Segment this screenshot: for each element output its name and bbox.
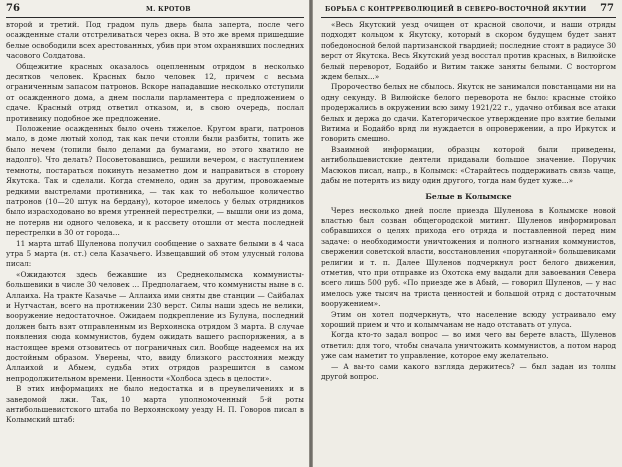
- right-paragraph: Когда кто-то задал вопрос — во имя чего вы берете власть, Шуленов ответил: для того, чтобы сначала уничтожить коммунистов, а потом народ уже сам наметит то управление, которое ему желательно.: [321, 330, 616, 361]
- left-running-title: М. КРОТОВ: [146, 6, 191, 13]
- right-paragraph: Взаимной информации, образцы которой были приведены, антибольшевистские деятели придавали большое значение. Поручик Масюков писал, напр., в Колымск: «Старайтесь поддерживать связь чаще, дабы не потерять из виду один другого, тогда нам будет хуже...»: [321, 144, 616, 186]
- left-page-text: [6, 20, 304, 426]
- left-paragraph: В этих информациях не было недостатка и в преувеличениях и в заведомой лжи. Так, 10 марта уполномоченный 5-й роты антибольшевистского штаба по Верхоянскому уезду Н. П. Говоров писал в Колымский штаб:: [6, 384, 304, 425]
- left-page-number: 76: [6, 3, 20, 14]
- right-paragraph: Через несколько дней после приезда Шуленова в Колымске новой властью был созван общегородской митинг. Шуленов информировал собравшихся о целях прихода его отряда и поставленной перед ним задаче: о необходимости уничтожения и полного изгнания коммунистов, свержения советской власти, восстановления «поруганной» большевиками религии и т. п. Далее Шуленов подчеркнул рост белого движения, отметив, что при отправке из Охотска ему выдали для завоевания Севера всего лишь 500 руб. «По приезде же в Абый, — говорил Шуленов, — у нас имелось уже тысяч на триста ценностей и большой отряд с достаточным вооружением».: [321, 205, 616, 309]
- left-page: [0, 0, 309, 467]
- right-page-number: 77: [600, 3, 614, 14]
- right-page-header: [321, 3, 616, 18]
- left-paragraph: Положение осажденных было очень тяжелое. Кругом враги, патронов мало, в доме лютый холод, так как печи стояли были разбиты, топить же было нечем (топили было делами да бумагами, но этого хватило не надолго). Что делать? Посоветовавшись, решили вечером, с наступлением темноты, постараться покинуть незаметно дом и направиться в сторону Якутска. Так и сделали. Когда стемнело, один за другим, провожаемые редкими выстрелами противника, — так как то небольшое количество патронов (10—20 штук на бердану), которое имелось у белых отрядников было израсходовано во время утренней перестрелки, — вышли они из дома, не потеряв ни одного человека, и к рассвету отошли от места последней перестрелки в 30 от города…: [6, 124, 304, 238]
- left-paragraph: «Ожидаются здесь бежавшие из Среднеколымска коммунисты-большевики в числе 30 человек … Предполагаем, что коммунисты ныне в с. Аллаиха. На тракте Казачье — Аллаиха ими сняты две станции — Сайбалах и Нутчастан, всего на протяжении 230 верст. Силы наши здесь не велики, вооружение недостаточное. Ожидаем подкрепление из Булуна, последний должен быть взят отправленным из Верхоянска отрядом 3 марта. В случае появления сюда коммунистов, будем ожидать вашего распоряжения, а в настоящее время отзовитесь от пограничных сил. Вообще надеемся на их достойным образом. Уверены, что, ввиду близкого расстояния между Аллаихой и Абыем, судьба этих отрядов разрешится в самом непродолжительном времени. Ценности «Холбоса здесь в целости».: [6, 269, 304, 383]
- right-paragraph: Пророчество белых не сбылось. Якутск не занимался повстанцами ни на одну секунду. В Вилюйске белого переворота не было: красные стойко продержались в окружении всю зиму 1921/22 г., удачно отбивая все атаки белых и держа до сдачи. Категорическое утверждение про взятие белыми Витима и Бодайбо вряд ли нуждается в опровержении, а про Иркутск и говорить смешно.: [321, 82, 616, 144]
- right-page: [313, 0, 622, 467]
- right-running-title: БОРЬБА С КОНТРРЕВОЛЮЦИЕЙ В СЕВЕРО-ВОСТОЧНОЙ ЯКУТИИ: [325, 6, 587, 13]
- right-paragraph: — А вы-то сами какого взгляда держитесь? — был задан из толпы другой вопрос.: [321, 361, 616, 381]
- left-paragraph: Общежитие красных оказалось оцепленным отрядом в несколько десятков человек. Красных было человек 12, причем с весьма ограниченным запасом патронов. Вскоре нападавшие несколько отступили от осажденного дома, а днем послали парламентера с предложением о сдаче. Красный отряд ответил отказом, и, в свою очередь, послал противнику подобное же предложение.: [6, 61, 304, 123]
- right-page-text: [321, 20, 616, 382]
- left-paragraph: 11 марта штаб Шуленова получил сообщение о захвате белыми в 4 часа утра 5 марта (н. ст.) села Казачьего. Извещавший об этом улусный голова писал:: [6, 238, 304, 269]
- right-paragraph: «Весь Якутский уезд очищен от красной сволочи, и наши отряды подходят кольцом к Якутску, который в скором будущем будет занят победоносной белой партизанской гвардией; последние стоят в радиусе 30 верст от Якутска. Весь Якутский уезд восстал против красных, в Вилюйске белый переворот, Бодайбо и Витим также заняты белыми. С восторгом ждем белых...»: [321, 20, 616, 82]
- left-paragraph: второй и третий. Под градом пуль дверь была заперта, после чего осажденные стали отстреливаться через окна. В это же время пришедшие белые освободили всех арестованных, убив при этом охранявших последних часового Солдатова.: [6, 20, 304, 61]
- section-heading: Белые в Колымске: [425, 191, 512, 201]
- right-paragraph: Этим он хотел подчеркнуть, что население всюду устраивало ему хороший прием и что и колымчанам не надо отставать от улуса.: [321, 309, 616, 329]
- left-page-header: [6, 3, 304, 18]
